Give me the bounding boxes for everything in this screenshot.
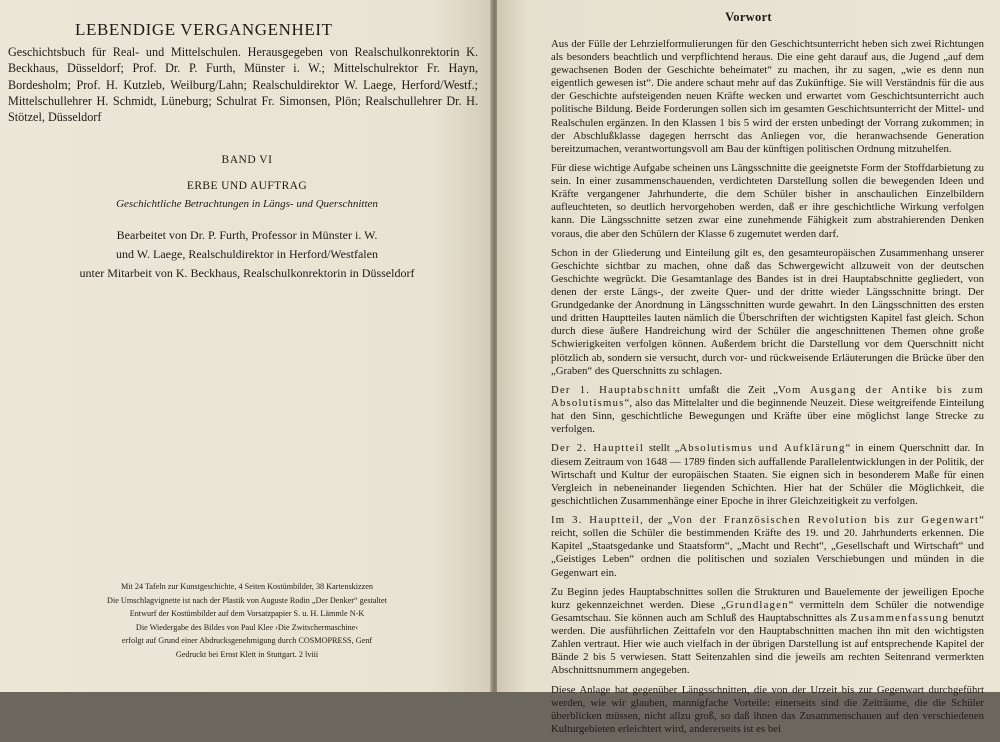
editor-line: Bearbeitet von Dr. P. Furth, Professor in Münster i. W. — [116, 228, 378, 242]
series-description: Geschichtsbuch für Real- und Mittelschulen. Herausgegeben von Realschulkonrektorin K. Beckhaus, Düsseldorf; Prof. Dr. P. Furth, Münster i. W.; Mittelschulrektor Fr. Hayn, Bordesholm; Prof. H. Kutzleb, Weilburg/Lahn; Realschuldirektor W. Laege, Herford/Westf.; Mittelschullehrer H. Schmidt, Lüneburg; Schulrat Fr. Simonsen, Plön; Realschullehrer Dr. H. Stötzel, Düsseldorf — [8, 45, 478, 125]
editors-block — [8, 226, 486, 283]
book-title: ERBE UND AUFTRAG — [186, 180, 308, 192]
paragraph — [551, 442, 984, 507]
text-run: “ vermitteln dem Schüler die notwendige Gesamtschau. Sie können auch am Schluß des Hauptabschnittes als — [551, 598, 984, 624]
text-run: Zu Beginn jedes Hauptabschnittes sollen die Strukturen und Bauelemente der jeweiligen Epoche kurz gekennzeichnet werden. Diese „ — [551, 585, 984, 611]
imprint-line: Gedruckt bei Ernst Klett in Stuttgart. 2 lviii — [175, 649, 319, 659]
text-run: “, also das Mittelalter und die beginnende Neuzeit. Diese weitgreifende Einteilung hat den Sinn, geschichtliche Bewegungen und Kräfte über eine möglichst lange Strecke zu verfolgen. — [551, 397, 984, 436]
series-title: LEBENDIGE VERGANGENHEIT — [75, 20, 333, 39]
imprint-line: Mit 24 Tafeln zur Kunstgeschichte, 4 Seiten Kostümbilder, 38 Kartenskizzen — [120, 582, 374, 591]
paragraph — [551, 384, 984, 436]
spaced-text: Von der Französischen Revolution bis zur Gegenwart — [672, 514, 980, 527]
paragraph-lead: Der 1. Hauptabschnitt — [551, 383, 682, 396]
text-run: “ reicht, sollen die Schüler die bestimmenden Kräfte des 19. und 20. Jahrhunderts erkennen. Die Kapitel „Staatsgedanke und Staatsform“, „Macht und Recht“, „Gesellschaft und Wirtschaft“ und „Geistiges Leben“ ordnen die politischen und sozialen Verschiebungen und münden in die Gegenwart ein. — [551, 514, 985, 579]
spaced-text: Grundlagen — [725, 598, 789, 611]
foreword-body — [551, 38, 984, 742]
editor-line: und W. Laege, Realschuldirektor in Herford/Westfalen — [116, 247, 378, 261]
left-page — [0, 0, 492, 692]
book-subtitle: Geschichtliche Betrachtungen in Längs- und Querschnitten — [116, 198, 378, 210]
spaced-text: Zusammenfassung — [850, 611, 949, 624]
paragraph: Diese Anlage hat gegenüber Längsschnitten, die von der Urzeit bis zur Gegenwart durchgeführt werden, wie wir glauben, mannigfache Vorteile: einerseits sind die Zeiträume, die die Schüler überblicken müssen, nicht allzu groß, so daß ihnen das Zusammenschauen auf den verschiedenen Kulturgebieten erleichtert wird, andererseits ist es bei — [551, 683, 984, 735]
text-run: benutzt werden. Die ausführlichen Zeittafeln vor den Hauptabschnitten machen ihn mit den wichtigsten Zahlen vertraut. Hier wie auch vielfach in der übrigen Darstellung ist auf entsprechende Kapitel der Bände 2 bis 5 verwiesen. Statt Seitenzahlen sind die jeweils am rechten Seitenrand vermerkten Abschnittsnummern angegeben. — [551, 611, 984, 677]
text-run: umfaßt die Zeit „ — [681, 383, 778, 396]
imprint-notes — [8, 580, 486, 662]
imprint-line: Die Wiedergabe des Bildes von Paul Klee ›Die Zwitschermaschine‹ — [135, 622, 359, 632]
paragraph: Für diese wichtige Aufgabe scheinen uns Längsschnitte die geeignetste Form der Stoffdarbietung zu sein. In einer zusammenschauenden, verdichteten Darstellung sollen die bewegenden Ideen und Kräfte vergangener Jahrhunderte, die dem Schüler bisher in anschaulichen Einzelbildern aufleuchteten, so deutlich hervorgehoben werden, daß er ihre geschichtliche Wirkung verfolgen kann. Die Längsschnitte setzen zwar eine zunehmende Fähigkeit zum abstrahierenden Denken voraus, die aber den Schülern der Klasse 6 zugemutet werden darf. — [551, 162, 984, 240]
text-run: , der „ — [640, 514, 673, 527]
paragraph: Schon in der Gliederung und Einteilung gilt es, den gesamteuropäischen Zusammenhang unserer Geschichte sichtbar zu machen, ohne daß das Schwergewicht allzuweit von der deutschen Geschichte wegrückt. Die Gesamtanlage des Bandes ist in drei Hauptabschnitte gegliedert, von denen der erste Längs-, der zweite Quer- und der dritte wieder Längsschnitte bringt. Der Grundgedanke der Anordnung in Längsschnitten wurde gewahrt. In den Längsschnitten des ersten und dritten Hauptteiles lauten nämlich die Überschriften der wichtigsten Kapitel fast gleich. Schon durch diese äußere Handreichung wird der Schüler die angeschnittenen Themen ohne große Schwierigkeiten verfolgen können. Außerdem bricht die Darstellung vor dem Querschnitt nicht plötzlich ab, sondern sie versucht, durch vor- und rückweisende Erläuterungen die Brücke über den „Graben“ des Querschnitts zu schlagen. — [551, 246, 984, 377]
paragraph-lead: Der 2. Hauptteil — [551, 442, 645, 455]
foreword-heading: Vorwort — [725, 10, 772, 24]
imprint-line: erfolgt auf Grund einer Abdrucksgenehmigung durch COSMOPRESS, Genf — [121, 636, 373, 646]
right-page — [497, 0, 1000, 735]
editor-line: unter Mitarbeit von K. Beckhaus, Realschulkonrektorin in Düsseldorf — [79, 266, 415, 280]
text-run: stellt „ — [644, 442, 680, 455]
spaced-text: Absolutismus und Aufklärung — [679, 442, 846, 455]
imprint-line: Die Umschlagvignette ist nach der Plastik von Auguste Rodin „Der Denker“ gestaltet — [107, 595, 387, 605]
band-number: BAND VI — [221, 154, 273, 166]
paragraph: Aus der Fülle der Lehrzielformulierungen für den Geschichtsunterricht heben sich zwei Richtungen als besonders beachtlich und verpflichtend heraus. Die eine geht darauf aus, die Jugend „auf dem gewachsenen Boden der Geschichte beheimatet“ zu machen, ihr zu sagen, „wie es denn nun eigentlich gewesen ist“. Die andere schaut mehr auf das Zukünftige. Sie will Verständnis für die aus der Geschichte aufsteigenden neuen Kräfte wecken und erwartet vom Geschichtsunterricht auch politische Bildung. Beide Forderungen sollen sich im gesamten Geschichtsunterricht der Mittel- und Realschulen ergänzen. In den Klassen 1 bis 5 wird der ersten unbedingt der Vorrang zukommen; in der Abschlußklasse dagegen herrscht das Anliegen vor, die heranwachsende Generation bereitzumachen, verantwortungsvoll am Bau der künftigen politischen Ordnung mitzuhelfen. — [551, 38, 984, 155]
paragraph — [551, 586, 984, 678]
imprint-line: Entwurf der Kostümbilder auf dem Vorsatzpapier S. u. H. Lämmle N-K — [129, 609, 365, 619]
paragraph-lead: Im 3. Hauptteil — [551, 514, 641, 527]
text-run: “ in einem Querschnitt dar. In diesem Zeitraum von 1648 — 1789 finden sich auffallende Parallelentwicklungen in der Politik, der Wirtschaft und Kultur der europäischen Staaten. Sie eignen sich in besonderem Maße für einen Vergleich in nebeneinander liegenden Schichten. Hier hat der Schüler die Möglichkeit, die geschichtlichen Zusammenhänge einer Epoche in ihrer Gleichzeitigkeit zu verfolgen. — [551, 442, 984, 507]
paragraph — [551, 514, 984, 579]
spaced-text: Vom Ausgang der Antike bis zum Absolutismus — [551, 383, 985, 409]
